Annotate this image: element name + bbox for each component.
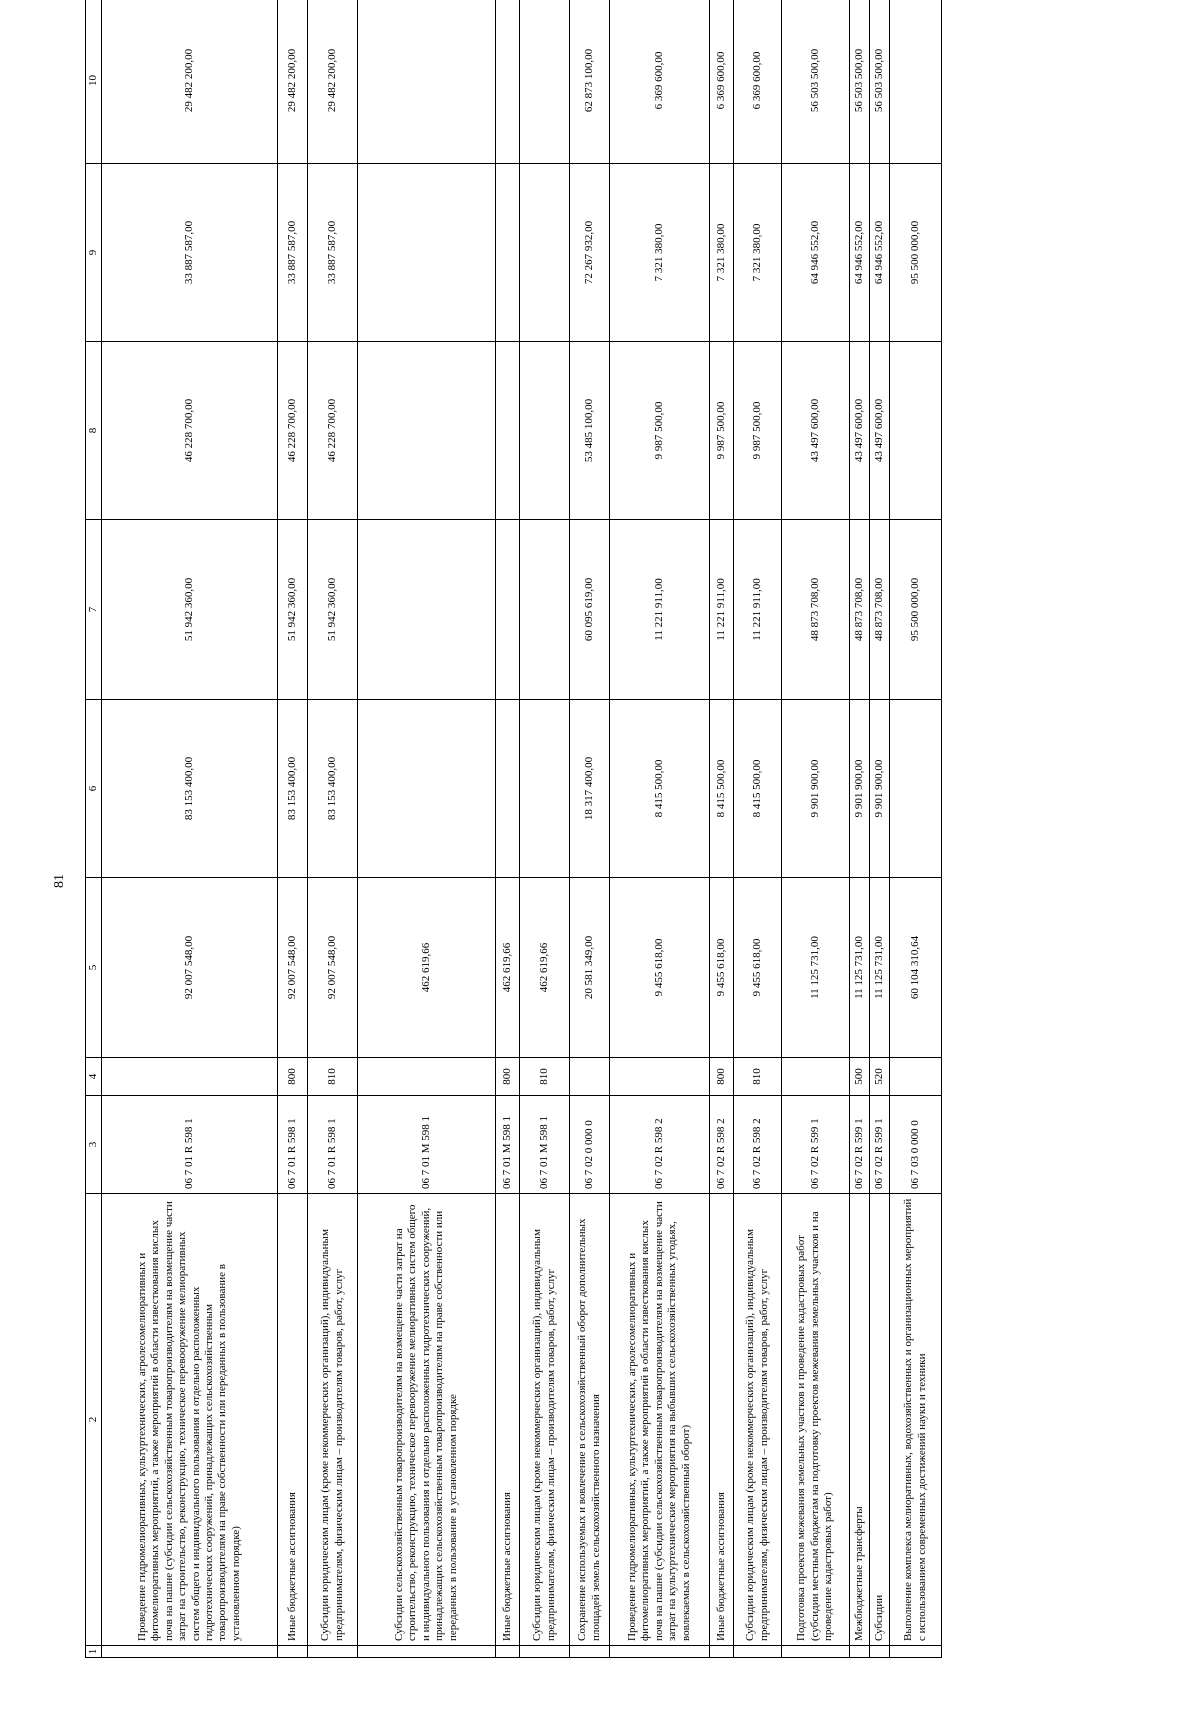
expense-type-code-cell: 500 xyxy=(850,1058,870,1096)
target-article-code-cell: 06 7 01 M 598 1 xyxy=(358,1096,496,1194)
amount-cell-col8: 9 987 500,00 xyxy=(710,342,734,520)
column-header: 4 xyxy=(86,1058,102,1096)
row-number-cell xyxy=(570,1646,610,1658)
amount-cell-col7: 11 221 911,00 xyxy=(610,520,710,700)
amount-cell-col5: 92 007 548,00 xyxy=(102,878,278,1058)
amount-cell-col6: 9 901 900,00 xyxy=(870,700,890,878)
target-article-code-cell: 06 7 03 0 000 0 xyxy=(890,1096,942,1194)
amount-cell-col7: 11 221 911,00 xyxy=(710,520,734,700)
expense-name-cell: Субсидии xyxy=(870,1194,890,1646)
column-header: 7 xyxy=(86,520,102,700)
amount-cell-col8 xyxy=(496,342,520,520)
amount-cell-col8: 9 987 500,00 xyxy=(734,342,782,520)
table-row xyxy=(782,0,850,1658)
budget-table xyxy=(85,0,942,1658)
table-row xyxy=(520,0,570,1658)
amount-cell-col6: 9 901 900,00 xyxy=(782,700,850,878)
column-header: 5 xyxy=(86,878,102,1058)
table-row xyxy=(610,0,710,1658)
table-row xyxy=(358,0,496,1658)
amount-cell-col8: 46 228 700,00 xyxy=(278,342,308,520)
target-article-code-cell: 06 7 02 R 599 1 xyxy=(870,1096,890,1194)
row-number-cell xyxy=(734,1646,782,1658)
amount-cell-col6: 9 901 900,00 xyxy=(850,700,870,878)
expense-name-cell: Субсидии юридическим лицам (кроме некоммерческих организаций), индивидуальным предпринимателям, физическим лицам – производителям товаров, работ, услуг xyxy=(734,1194,782,1646)
row-number-cell xyxy=(520,1646,570,1658)
amount-cell-col7: 51 942 360,00 xyxy=(278,520,308,700)
column-header: 3 xyxy=(86,1096,102,1194)
row-number-cell xyxy=(610,1646,710,1658)
amount-cell-col9: 33 887 587,00 xyxy=(278,164,308,342)
amount-cell-col8: 43 497 600,00 xyxy=(870,342,890,520)
expense-type-code-cell xyxy=(102,1058,278,1096)
table-row xyxy=(734,0,782,1658)
amount-cell-col8: 53 485 100,00 xyxy=(570,342,610,520)
amount-cell-col6 xyxy=(496,700,520,878)
amount-cell-col7: 48 873 708,00 xyxy=(850,520,870,700)
table-row xyxy=(890,0,942,1658)
amount-cell-col5: 92 007 548,00 xyxy=(308,878,358,1058)
amount-cell-col6: 8 415 500,00 xyxy=(734,700,782,878)
amount-cell-col5: 9 455 618,00 xyxy=(710,878,734,1058)
row-number-cell xyxy=(782,1646,850,1658)
amount-cell-col8 xyxy=(358,342,496,520)
column-header: 8 xyxy=(86,342,102,520)
target-article-code-cell: 06 7 01 R 598 1 xyxy=(278,1096,308,1194)
amount-cell-col9: 33 887 587,00 xyxy=(308,164,358,342)
expense-type-code-cell xyxy=(570,1058,610,1096)
amount-cell-col8: 46 228 700,00 xyxy=(102,342,278,520)
amount-cell-col10 xyxy=(358,0,496,164)
row-number-cell xyxy=(102,1646,278,1658)
page-number: 81 xyxy=(52,874,67,888)
expense-name-cell: Межбюджетные трансферты xyxy=(850,1194,870,1646)
target-article-code-cell: 06 7 01 R 598 1 xyxy=(102,1096,278,1194)
amount-cell-col8 xyxy=(520,342,570,520)
target-article-code-cell: 06 7 02 R 599 1 xyxy=(782,1096,850,1194)
expense-name-cell: Выполнение комплекса мелиоративных, водохозяйственных и организационных мероприятий с использованием современных достижений науки и техники xyxy=(890,1194,942,1646)
amount-cell-col8 xyxy=(890,342,942,520)
expense-type-code-cell xyxy=(890,1058,942,1096)
column-header: 6 xyxy=(86,700,102,878)
amount-cell-col5: 20 581 349,00 xyxy=(570,878,610,1058)
amount-cell-col9: 64 946 552,00 xyxy=(782,164,850,342)
row-number-cell xyxy=(870,1646,890,1658)
target-article-code-cell: 06 7 02 R 598 2 xyxy=(610,1096,710,1194)
expense-type-code-cell: 810 xyxy=(734,1058,782,1096)
expense-type-code-cell: 800 xyxy=(278,1058,308,1096)
row-number-cell xyxy=(358,1646,496,1658)
expense-type-code-cell: 810 xyxy=(520,1058,570,1096)
column-header: 9 xyxy=(86,164,102,342)
amount-cell-col6: 83 153 400,00 xyxy=(278,700,308,878)
amount-cell-col5: 462 619,66 xyxy=(358,878,496,1058)
table-row xyxy=(102,0,278,1658)
expense-name-cell: Проведение гидромелиоративных, культуртехнических, агролесомелиоративных и фитомелиоративных мероприятий, а также мероприятий в области известкования кислых почв на пашне (субсидии сельскохозяйственным товаропроизводителям на возмещение части затрат на строительство, реконструкцию, техническое перевооружение мелиоративных систем общего и индивидуального пользования и отдельно расположенных гидротехнических сооружений, принадлежащих сельскохозяйственным товаропроизводителям на праве собственности или переданных в пользование в установленном порядке) xyxy=(102,1194,278,1646)
amount-cell-col7: 48 873 708,00 xyxy=(782,520,850,700)
amount-cell-col7: 95 500 000,00 xyxy=(890,520,942,700)
expense-type-code-cell xyxy=(610,1058,710,1096)
amount-cell-col5: 11 125 731,00 xyxy=(850,878,870,1058)
amount-cell-col9: 7 321 380,00 xyxy=(610,164,710,342)
expense-name-cell: Проведение гидромелиоративных, культуртехнических, агролесомелиоративных и фитомелиоративных мероприятий, а также мероприятий в области известкования кислых почв на пашне (субсидии сельскохозяйственным товаропроизводителям на возмещение части затрат на культуртехнические мероприятия на выбывших сельскохозяйственных угодьях, вовлекаемых в сельскохозяйственный оборот) xyxy=(610,1194,710,1646)
expense-name-cell: Сохранение используемых и вовлечение в сельскохозяйственный оборот дополнительных площадей земель сельскохозяйственного назначения xyxy=(570,1194,610,1646)
amount-cell-col6: 18 317 400,00 xyxy=(570,700,610,878)
column-header: 1 xyxy=(86,1646,102,1658)
row-number-cell xyxy=(308,1646,358,1658)
expense-name-cell: Субсидии юридическим лицам (кроме некоммерческих организаций), индивидуальным предпринимателям, физическим лицам – производителям товаров, работ, услуг xyxy=(308,1194,358,1646)
amount-cell-col8: 43 497 600,00 xyxy=(850,342,870,520)
row-number-cell xyxy=(278,1646,308,1658)
table-row xyxy=(570,0,610,1658)
amount-cell-col6 xyxy=(358,700,496,878)
amount-cell-col10 xyxy=(520,0,570,164)
amount-cell-col9 xyxy=(496,164,520,342)
amount-cell-col7: 51 942 360,00 xyxy=(308,520,358,700)
amount-cell-col10 xyxy=(496,0,520,164)
amount-cell-col8: 43 497 600,00 xyxy=(782,342,850,520)
amount-cell-col6 xyxy=(520,700,570,878)
amount-cell-col7: 51 942 360,00 xyxy=(102,520,278,700)
amount-cell-col5: 9 455 618,00 xyxy=(734,878,782,1058)
expense-type-code-cell: 800 xyxy=(496,1058,520,1096)
amount-cell-col7 xyxy=(496,520,520,700)
target-article-code-cell: 06 7 02 R 598 2 xyxy=(710,1096,734,1194)
table-row xyxy=(850,0,870,1658)
expense-type-code-cell: 800 xyxy=(710,1058,734,1096)
amount-cell-col9 xyxy=(358,164,496,342)
amount-cell-col7: 11 221 911,00 xyxy=(734,520,782,700)
expense-type-code-cell: 520 xyxy=(870,1058,890,1096)
table-row xyxy=(308,0,358,1658)
column-header: 10 xyxy=(86,0,102,164)
amount-cell-col6: 8 415 500,00 xyxy=(710,700,734,878)
column-number-row xyxy=(86,0,102,1658)
row-number-cell xyxy=(850,1646,870,1658)
target-article-code-cell: 06 7 01 M 598 1 xyxy=(520,1096,570,1194)
target-article-code-cell: 06 7 02 R 599 1 xyxy=(850,1096,870,1194)
amount-cell-col5: 92 007 548,00 xyxy=(278,878,308,1058)
amount-cell-col9: 95 500 000,00 xyxy=(890,164,942,342)
amount-cell-col9: 64 946 552,00 xyxy=(850,164,870,342)
amount-cell-col10: 29 482 200,00 xyxy=(308,0,358,164)
amount-cell-col5: 462 619,66 xyxy=(496,878,520,1058)
amount-cell-col7: 48 873 708,00 xyxy=(870,520,890,700)
expense-name-cell: Иные бюджетные ассигнования xyxy=(496,1194,520,1646)
row-number-cell xyxy=(710,1646,734,1658)
column-header: 2 xyxy=(86,1194,102,1646)
expense-name-cell: Иные бюджетные ассигнования xyxy=(278,1194,308,1646)
amount-cell-col10 xyxy=(890,0,942,164)
amount-cell-col8: 9 987 500,00 xyxy=(610,342,710,520)
target-article-code-cell: 06 7 01 R 598 1 xyxy=(308,1096,358,1194)
amount-cell-col9: 64 946 552,00 xyxy=(870,164,890,342)
expense-type-code-cell: 810 xyxy=(308,1058,358,1096)
amount-cell-col9: 72 267 932,00 xyxy=(570,164,610,342)
row-number-cell xyxy=(496,1646,520,1658)
target-article-code-cell: 06 7 02 0 000 0 xyxy=(570,1096,610,1194)
amount-cell-col7 xyxy=(520,520,570,700)
amount-cell-col9: 7 321 380,00 xyxy=(734,164,782,342)
table-row xyxy=(710,0,734,1658)
amount-cell-col9: 7 321 380,00 xyxy=(710,164,734,342)
expense-type-code-cell xyxy=(358,1058,496,1096)
amount-cell-col7: 60 095 619,00 xyxy=(570,520,610,700)
amount-cell-col7 xyxy=(358,520,496,700)
expense-name-cell: Подготовка проектов межевания земельных участков и проведение кадастровых работ (субсидии местным бюджетам на подготовку проектов межевания земельных участков и на проведение кадастровых работ) xyxy=(782,1194,850,1646)
amount-cell-col5: 60 104 310,64 xyxy=(890,878,942,1058)
table-row xyxy=(870,0,890,1658)
amount-cell-col10: 56 503 500,00 xyxy=(782,0,850,164)
amount-cell-col10: 56 503 500,00 xyxy=(850,0,870,164)
amount-cell-col10: 6 369 600,00 xyxy=(710,0,734,164)
expense-type-code-cell xyxy=(782,1058,850,1096)
amount-cell-col5: 11 125 731,00 xyxy=(782,878,850,1058)
amount-cell-col5: 11 125 731,00 xyxy=(870,878,890,1058)
amount-cell-col10: 29 482 200,00 xyxy=(278,0,308,164)
amount-cell-col9: 33 887 587,00 xyxy=(102,164,278,342)
amount-cell-col6: 8 415 500,00 xyxy=(610,700,710,878)
expense-name-cell: Субсидии сельскохозяйственным товаропроизводителям на возмещение части затрат на строительство, реконструкцию, техническое перевооружение мелиоративных систем общего и индивидуального пользования и отдельно расположенных гидротехнических сооружений, принадлежащих сельскохозяйственным товаропроизводителям на праве собственности или переданных в пользование в установленном порядке xyxy=(358,1194,496,1646)
amount-cell-col10: 6 369 600,00 xyxy=(734,0,782,164)
expense-name-cell: Субсидии юридическим лицам (кроме некоммерческих организаций), индивидуальным предпринимателям, физическим лицам – производителям товаров, работ, услуг xyxy=(520,1194,570,1646)
amount-cell-col5: 462 619,66 xyxy=(520,878,570,1058)
target-article-code-cell: 06 7 01 M 598 1 xyxy=(496,1096,520,1194)
amount-cell-col10: 6 369 600,00 xyxy=(610,0,710,164)
row-number-cell xyxy=(890,1646,942,1658)
amount-cell-col6 xyxy=(890,700,942,878)
amount-cell-col6: 83 153 400,00 xyxy=(102,700,278,878)
target-article-code-cell: 06 7 02 R 598 2 xyxy=(734,1096,782,1194)
amount-cell-col9 xyxy=(520,164,570,342)
amount-cell-col10: 62 873 100,00 xyxy=(570,0,610,164)
expense-name-cell: Иные бюджетные ассигнования xyxy=(710,1194,734,1646)
amount-cell-col10: 56 503 500,00 xyxy=(870,0,890,164)
amount-cell-col10: 29 482 200,00 xyxy=(102,0,278,164)
amount-cell-col5: 9 455 618,00 xyxy=(610,878,710,1058)
table-row xyxy=(496,0,520,1658)
table-row xyxy=(278,0,308,1658)
amount-cell-col8: 46 228 700,00 xyxy=(308,342,358,520)
amount-cell-col6: 83 153 400,00 xyxy=(308,700,358,878)
